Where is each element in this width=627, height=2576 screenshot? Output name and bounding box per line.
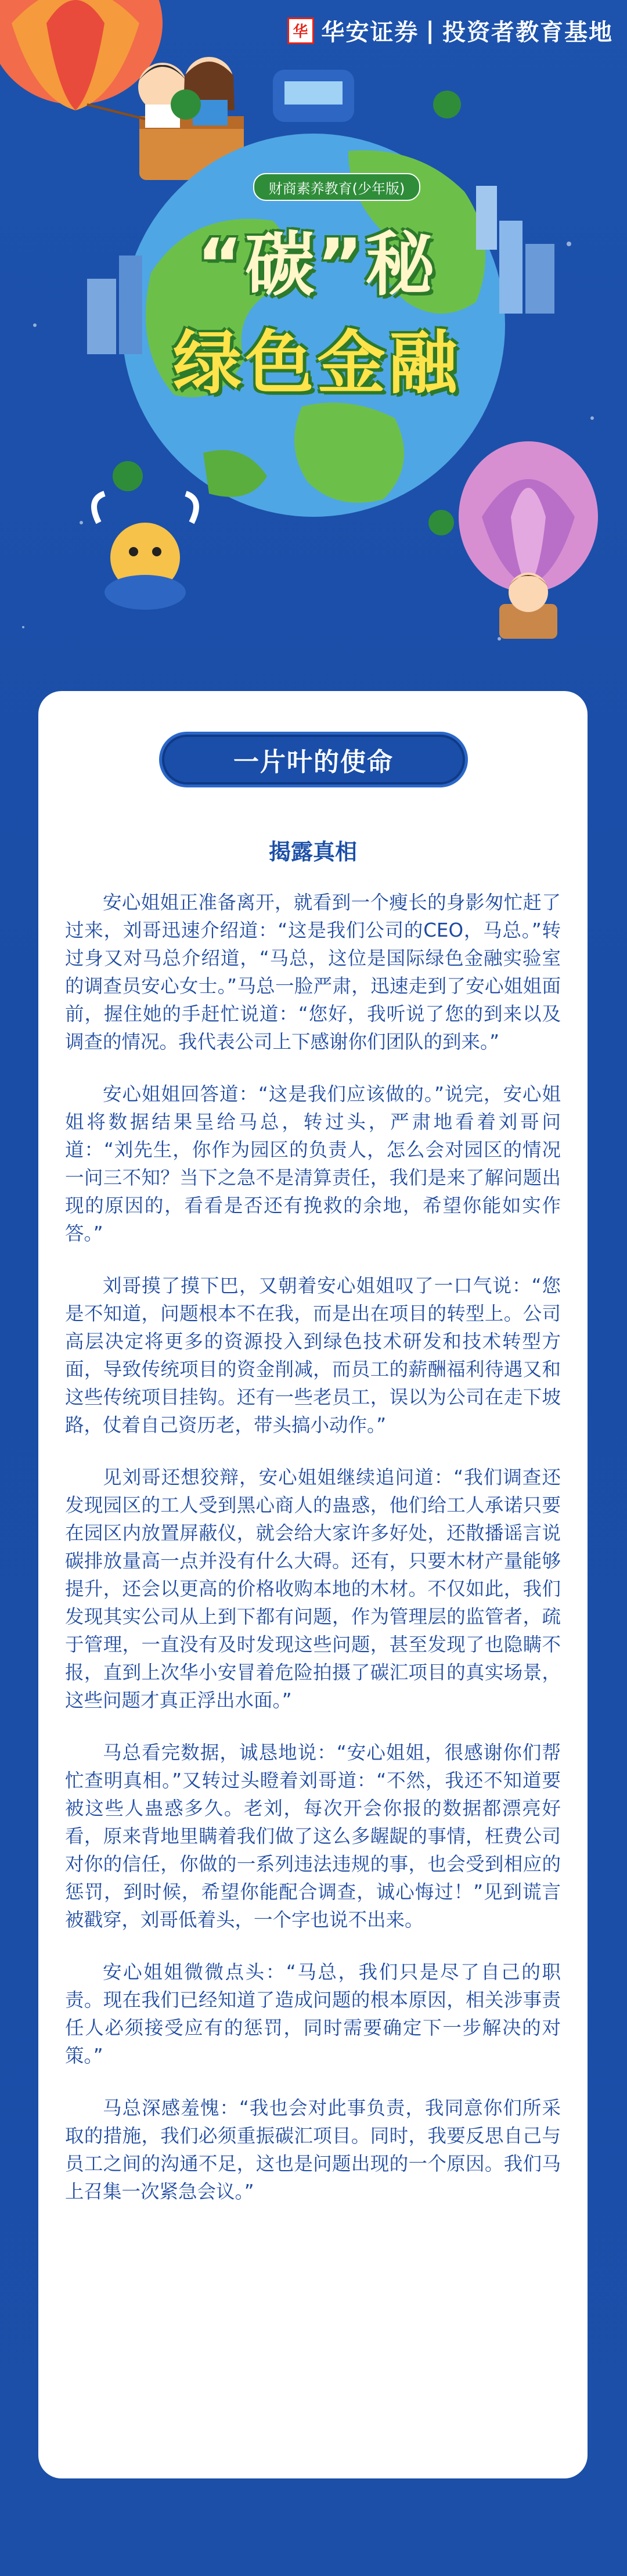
paragraph: 安心姐姐微微点头：“马总，我们只是尽了自己的职责。现在我们已经知道了造成问题的根本原因，相关涉事责任人必须接受应有的惩罚，同时需要确定下一步解决的对策。” — [65, 1961, 561, 2067]
brand-base: 投资者教育基地 — [442, 19, 613, 46]
story-card — [38, 691, 588, 2478]
paragraph: 马总深感羞愧：“我也会对此事负责，我同意你们所采取的措施，我们必须重振碳汇项目。同时，我要反思自己与员工之间的沟通不足，这也是问题出现的一个原因。我们马上召集一次紧急会议。” — [65, 2097, 561, 2203]
brand-seal-icon: 华 — [287, 17, 314, 44]
paragraph: 见刘哥还想狡辩，安心姐姐继续追问道：“我们调查还发现园区的工人受到黑心商人的蛊惑，他们给工人承诺只要在园区内放置屏蔽仪，就会给大家许多好处，还散播谣言说碳排放量高一点并没有什么大碍。还有，只要木材产量能够提升，还会以更高的价格收购本地的木材。不仅如此，我们发现其实公司从上到下都有问题，作为管理层的监管者，疏于管理，一直没有及时发现这些问题，甚至发现了也隐瞒不报，直到上次华小安冒着危险拍摄了碳汇项目的真实场景，这些问题才真正浮出水面。” — [65, 1466, 561, 1711]
brand-separator: | — [426, 17, 435, 44]
paragraph: 刘哥摸了摸下巴，又朝着安心姐姐叹了一口气说：“您是不知道，问题根本不在我，而是出在项目的转型上。公司高层决定将更多的资源投入到绿色技术研发和技术转型方面，导致传统项目的资金削减，而员工的薪酬福利待遇又和这些传统项目挂钩。还有一些老员工，误以为公司在走下坡路，仗着自己资历老，带头搞小动作。” — [65, 1275, 561, 1436]
brand-logo — [287, 14, 613, 47]
article-subtitle: 揭露真相 — [268, 839, 357, 865]
paragraph: 马总看完数据，诚恳地说：“安心姐姐，很感谢你们帮忙查明真相。”又转过头瞪着刘哥道：“不然，我还不知道要被这些人蛊惑多久。老刘，每次开会你报的数据都漂亮好看，原来背地里瞒着我们做了这么多龌龊的事情，枉费公司对你的信任，你做的一系列违法违规的事，也会受到相应的惩罚，到时候，希望你能配合调查，诚心悔过！”见到谎言被戳穿，刘哥低着头，一个字也说不出来。 — [65, 1742, 561, 1931]
hero-title-line2: 绿色金融 — [172, 323, 461, 403]
section-title: 一片叶的使命 — [159, 732, 468, 787]
hot-air-balloon-right — [459, 441, 598, 639]
hero-banner — [0, 0, 627, 685]
mascot-character — [94, 494, 196, 610]
article-body — [65, 888, 561, 2230]
paragraph: 安心姐姐正准备离开，就看到一个瘦长的身影匆忙赶了过来，刘哥迅速介绍道：“这是我们公司的CEO，马总。”转过身又对马总介绍道，“马总，这位是国际绿色金融实验室的调查员安心女士。”马总一脸严肃，迅速走到了安心姐姐面前，握住她的手赶忙说道：“您好，我听说了您的到来以及调查的情况。我代表公司上下感谢你们团队的到来。” — [65, 891, 561, 1053]
paragraph: 安心姐姐回答道：“这是我们应该做的。”说完，安心姐姐将数据结果呈给马总，转过头，严肃地看着刘哥问道：“刘先生，你作为园区的负责人，怎么会对园区的情况一问三不知？当下之急不是清算责任，我们是来了解问题出现的原因的，看看是否还有挽救的余地，希望你能如实作答。” — [65, 1083, 561, 1244]
brand-name: 华安证券 — [321, 19, 419, 46]
series-label: 财商素养教育(少年版) — [253, 173, 420, 201]
hero-title-line1: “碳”秘 — [197, 225, 437, 305]
